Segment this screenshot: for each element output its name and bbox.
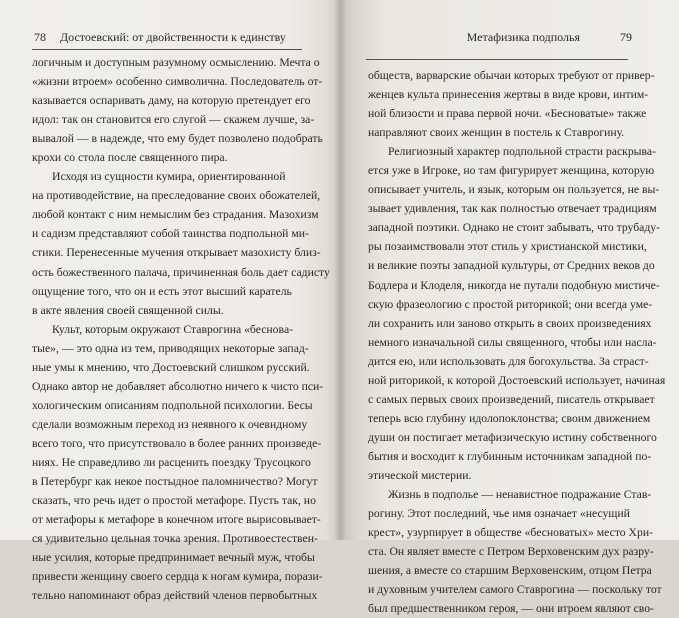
text-line: бытия и восходит к глубинным источникам западной по- bbox=[368, 449, 652, 463]
text-line: на противодействие, на преследование своих обожателей, bbox=[32, 189, 321, 203]
right-page-header bbox=[340, 30, 632, 45]
text-line: ся удивительно цельная точка зрения. Противоестествен- bbox=[32, 532, 318, 546]
text-line: тельно напоминают образ действий членов первобытных bbox=[32, 589, 318, 603]
text-line: ниях. Не справедливо ли расценить поездку Трусоцкого bbox=[32, 455, 311, 469]
text-line: стики. Перенесенные мучения открывает мазохисту близ- bbox=[32, 246, 321, 260]
text-line: Культ, которым окружают Ставрогина «бесновa- bbox=[52, 322, 294, 336]
text-line: западной поэтики. Однако не стоит забывать, что трубаду- bbox=[368, 221, 661, 235]
text-line: сказать, что речь идет о простой метафоре. Пусть так, но bbox=[32, 494, 316, 508]
left-page bbox=[0, 0, 340, 603]
text-line: любой контакт с ним немыслим без страдания. Мазохизм bbox=[32, 208, 319, 222]
text-line: ные усилия, которые предпринимает вечный муж, чтобы bbox=[32, 551, 315, 565]
text-line: логичным и доступным разумному осмыслению. Мечта о bbox=[32, 56, 320, 69]
page-number: 79 bbox=[620, 30, 632, 44]
text-line: направляют своих женщин в постель к Ставрогину. bbox=[368, 126, 625, 140]
header-rule bbox=[32, 49, 302, 50]
text-line: привести женщину своего сердца к ногам кумира, порази- bbox=[32, 570, 323, 584]
text-line: и духовным учителем самого Ставрогина — поскольку тот bbox=[368, 583, 662, 597]
text-line: и великие поэты западной культуры, от Средних веков до bbox=[368, 259, 655, 273]
text-line: ли сохранить или заново открыть в своих произведениях bbox=[368, 316, 652, 330]
text-line: скую фразеологию с простой риторикой; они всегда уме- bbox=[368, 297, 653, 311]
text-line: ные умы к мнению, что Достоевский слишком русский. bbox=[32, 360, 310, 374]
text-line: описывает учитель, и язык, которым он пользуется, не вы- bbox=[368, 183, 660, 197]
text-line: ется уже в Игроке, но там фигурирует женщина, которую bbox=[368, 164, 655, 178]
text-line: обществ, варварские обычаи которых требуют от привер- bbox=[368, 69, 655, 82]
text-line: идол: так он становится его слугой — скажем лучше, за- bbox=[32, 113, 315, 127]
text-line: ной близости и права первой ночи. «Бесноватые» также bbox=[368, 107, 647, 121]
text-line: Жизнь в подполье — ненавистное подражание Став- bbox=[388, 488, 652, 502]
left-page-header bbox=[34, 30, 286, 45]
text-line: «жизни втроем» особенно символична. Последователь от- bbox=[32, 75, 323, 89]
right-page-text bbox=[368, 66, 666, 618]
text-line: немного изначальной силы священного, чтобы или насла- bbox=[368, 335, 657, 349]
text-line: этической мистерии. bbox=[368, 468, 472, 482]
text-line: Однако автор не добавляет абсолютно ничего к чисто пси- bbox=[32, 379, 324, 393]
text-line: ной риторикой, к которой Достоевский использует, начиная bbox=[368, 373, 666, 387]
text-line: вывалой — в надежде, что ему будет позволено подобрать bbox=[32, 132, 323, 146]
text-line: всего того, что присутствовало в более ранних произведе- bbox=[32, 436, 322, 450]
text-line: и садизм представляют собой таинства подпольной ми- bbox=[32, 227, 309, 241]
text-line: ста. Он являет вместе с Петром Верховенским дух разру- bbox=[368, 545, 654, 559]
text-line: тые», — это одна из тем, приводящих некоторые запад- bbox=[32, 341, 309, 355]
text-line: рогину. Этот последний, чье имя означает «несущий bbox=[368, 507, 630, 521]
text-line: крест», узурпирует в обществе «бесноватых» место Хри- bbox=[368, 526, 653, 540]
text-line: Бодлера и Клоделя, никогда не путали подобную мистиче- bbox=[368, 278, 660, 292]
page-number: 78 bbox=[34, 30, 46, 44]
right-page bbox=[340, 0, 679, 616]
left-page-text bbox=[32, 53, 330, 605]
text-line: женцев культа принесения жертвы в виде крови, интим- bbox=[368, 88, 649, 102]
text-line: зывает удивления, так как полностью отвечает традициям bbox=[368, 202, 657, 216]
text-line: был предшественником героя, — они втроем являют сво- bbox=[368, 602, 654, 616]
text-line: дится ею, или использовать для богохульства. За страст- bbox=[368, 354, 649, 368]
text-line: в акте явления своей священной силы. bbox=[32, 303, 224, 317]
text-line: казывается оспаривать даму, на которую претендует его bbox=[32, 94, 311, 108]
running-head: Достоевский: от двойственности к единству bbox=[60, 30, 286, 44]
text-line: хологическим описаниям подпольной психологии. Бесы bbox=[32, 398, 313, 412]
running-head: Метафизика подполья bbox=[466, 30, 580, 44]
text-line: ость божественного палача, причиненная боль дает садисту bbox=[32, 265, 330, 279]
text-line: Религиозный характер подпольной страсти раскрыва- bbox=[388, 145, 656, 159]
text-line: сделали возможным переход из неявного к очевидному bbox=[32, 417, 308, 431]
text-line: души он постигает метафизическую истину собственного bbox=[368, 430, 657, 444]
text-line: в Петербург как некое постыдное паломничество? Могут bbox=[32, 475, 318, 489]
text-line: теперь всю глубину идолопоклонства; своим движением bbox=[368, 411, 651, 425]
text-line: ощущение того, что он и есть этот высший каратель bbox=[32, 284, 292, 298]
header-rule bbox=[366, 59, 628, 60]
text-line: ры позаимствовали этот стиль у христианской мистики, bbox=[368, 240, 647, 254]
text-line: Исходя из сущности кумира, ориентированной bbox=[52, 170, 286, 184]
text-line: крохи со стола после священного пира. bbox=[32, 151, 228, 165]
text-line: от метафоры к метафоре в конечном итоге вырисовывает- bbox=[32, 513, 321, 527]
text-line: с самых первых своих произведений, писатель открывает bbox=[368, 392, 655, 406]
book-gutter-shadow bbox=[334, 0, 346, 540]
text-line: шения, а вместе со старшим Верховенским, отцом Петра bbox=[368, 564, 652, 578]
